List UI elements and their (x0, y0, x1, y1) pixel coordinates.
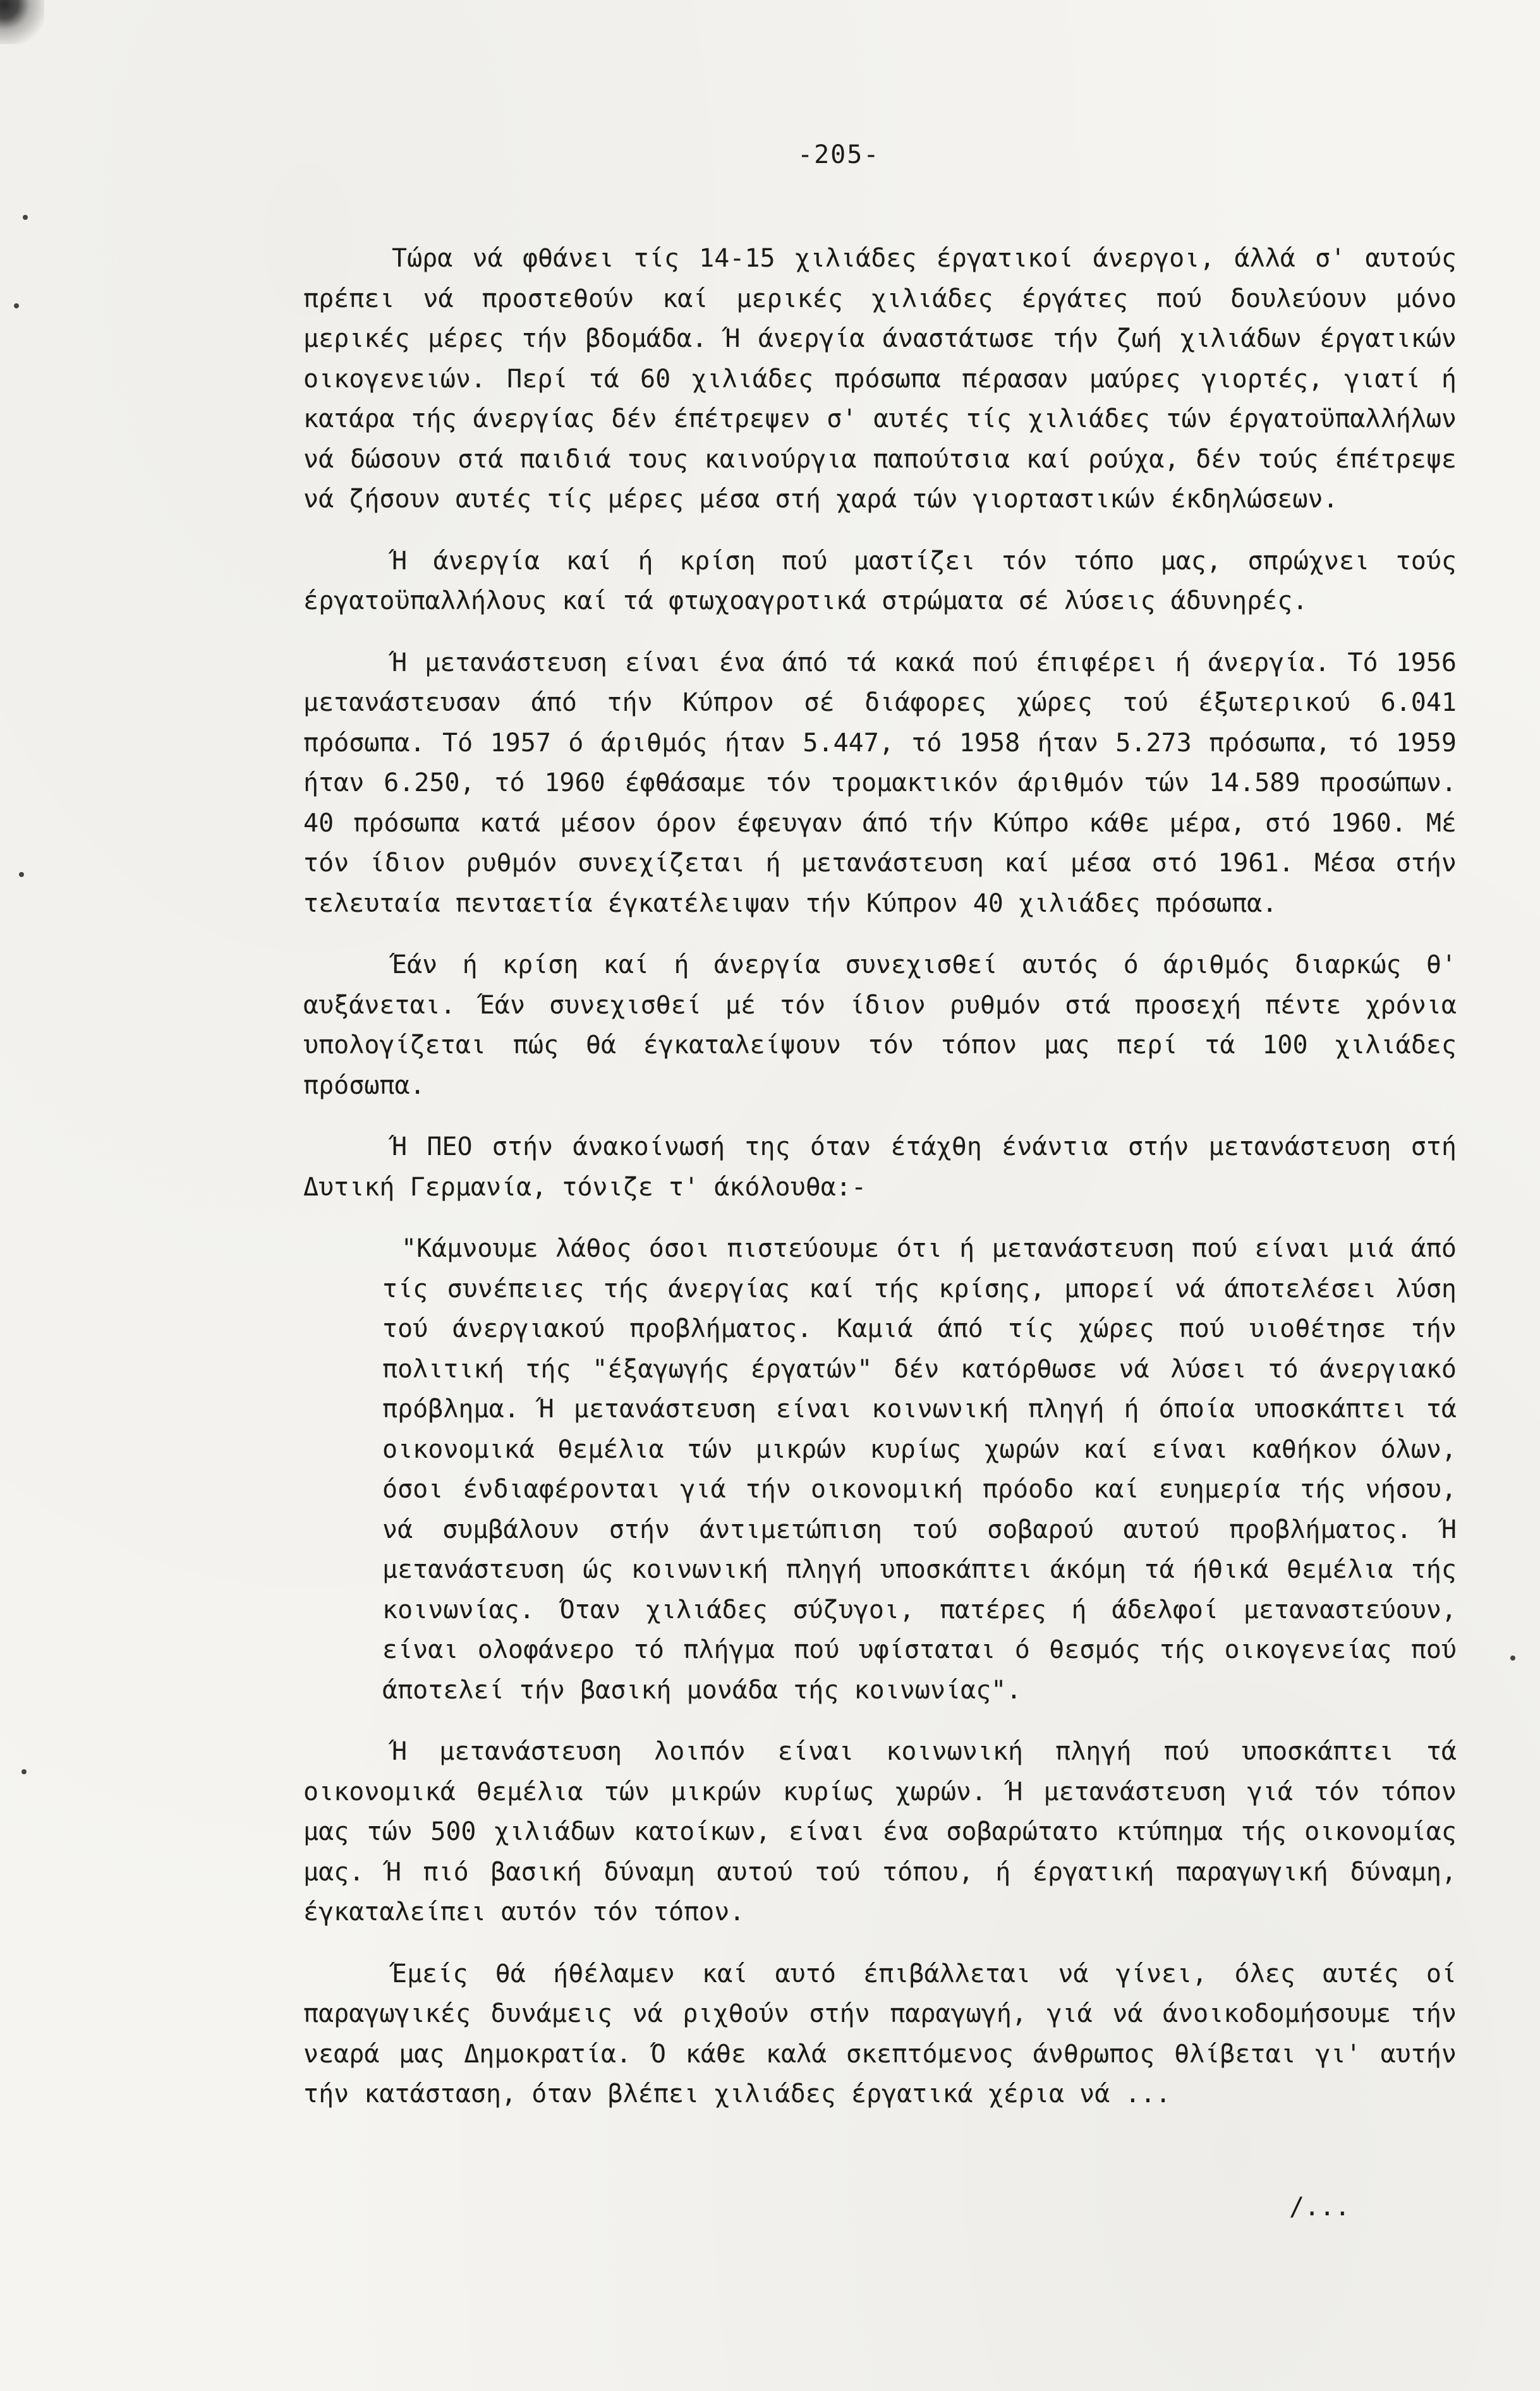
paragraph-unemployment: Τώρα νά φθάνει τίς 14-15 χιλιάδες έργατικοί άνεργοι, άλλά σ' αυτούς πρέπει νά προστεθούν καί μερικές χιλιάδες έργάτες πού δουλεύουν μόνο μερικές μέρες τήν βδομάδα. Ή άνεργία άναστάτωσε τήν ζωή χιλιάδων έργατικών οικογενειών. Περί τά 60 χιλιάδες πρόσωπα πέρασαν μαύρες γιορτές, γιατί ή κατάρα τής άνεργίας δέν έπέτρεψεν σ' αυτές τίς χιλιάδες τών έργατοϋπαλλήλων νά δώσουν στά παιδιά τους καινούργια παπούτσια καί ρούχα, δέν τούς έπέτρεψε νά ζήσουν αυτές τίς μέρες μέσα στή χαρά τών γιορταστικών έκδηλώσεων. (303, 244, 1457, 514)
scan-speck (14, 303, 19, 308)
paragraph-conclusion: Έμείς θά ήθέλαμεν καί αυτό έπιβάλλεται νά γίνει, όλες αυτές οί παραγωγικές δυνάμεις νά ριχθούν στήν παραγωγή, γιά νά άνοικοδομήσουμε τήν νεαρά μας Δημοκρατία. Ό κάθε καλά σκεπτόμενος άνθρωπος θλίβεται γι' αυτήν τήν κατάσταση, όταν βλέπει χιλιάδες έργατικά χέρια νά ... (303, 1959, 1457, 2109)
continuation-marker: /... (1289, 2193, 1350, 2222)
paragraph-crisis: Ή άνεργία καί ή κρίση πού μαστίζει τόν τόπο μας, σπρώχνει τούς έργατοϋπαλλήλους καί τά φτωχοαγροτικά στρώματα σέ λύσεις άδυνηρές. (303, 546, 1457, 615)
scan-speck (1510, 1656, 1515, 1661)
paragraph-peo-statement-intro: Ή ΠΕΟ στήν άνακοίνωσή της όταν έτάχθη ένάντια στήν μετανάστευση στή Δυτική Γερμανία, τόνιζε τ' άκόλουθα:- (303, 1132, 1457, 1202)
page-number: -205- (797, 140, 880, 169)
paragraph-emigration-figures: Ή μετανάστευση είναι ένα άπό τά κακά πού έπιφέρει ή άνεργία. Τό 1956 μετανάστευσαν άπό τήν Κύπρον σέ διάφορες χώρες τού έξωτερικού 6.041 πρόσωπα. Τό 1957 ό άριθμός ήταν 5.447, τό 1958 ήταν 5.273 πρόσωπα, τό 1959 ήταν 6.250, τό 1960 έφθάσαμε τόν τρομακτικόν άριθμόν τών 14.589 προσώπων. 40 πρόσωπα κατά μέσον όρον έφευγαν άπό τήν Κύπρο κάθε μέρα, στό 1960. Μέ τόν ίδιον ρυθμόν συνεχίζεται ή μετανάστευση καί μέσα στό 1961. Μέσα στήν τελευταία πενταετία έγκατέλειψαν τήν Κύπρον 40 χιλιάδες πρόσωπα. (303, 648, 1457, 918)
scan-speck (23, 215, 28, 220)
scan-speck (19, 872, 24, 877)
scan-speck (21, 1769, 27, 1774)
scan-corner-smudge (0, 0, 44, 44)
paragraph-social-wound: Ή μετανάστευση λοιπόν είναι κοινωνική πληγή πού υποσκάπτει τά οικονομικά θεμέλια τών μικρών κυρίως χωρών. Ή μετανάστευση γιά τόν τόπον μας τών 500 χιλιάδων κατοίκων, είναι ένα σοβαρώτατο κτύπημα τής οικονομίας μας. Ή πιό βασική δύναμη αυτού τού τόπου, ή έργατική παραγωγική δύναμη, έγκαταλείπει αυτόν τόν τόπον. (303, 1737, 1457, 1927)
paragraph-peo-quote: "Κάμνουμε λάθος όσοι πιστεύουμε ότι ή μετανάστευση πού είναι μιά άπό τίς συνέπειες τής άνεργίας καί τής κρίσης, μπορεί νά άποτελέσει λύση τού άνεργιακού προβλήματος. Καμιά άπό τίς χώρες πού υιοθέτησε τήν πολιτική τής "έξαγωγής έργατών" δέν κατόρθωσε νά λύσει τό άνεργιακό πρόβλημα. Ή μετανάστευση είναι κοινωνική πληγή ή όποία υποσκάπτει τά οικονομικά θεμέλια τών μικρών κυρίως χωρών καί είναι καθήκον όλων, όσοι ένδιαφέρονται γιά τήν οικονομική πρόοδο καί ευημερία τής νήσου, νά συμβάλουν στήν άντιμετώπιση τού σοβαρού αυτού προβλήματος. Ή μετανάστευση ώς κοινωνική πληγή υποσκάπτει άκόμη τά ήθικά θεμέλια τής κοινωνίας. Όταν χιλιάδες σύζυγοι, πατέρες ή άδελφοί μεταναστεύουν, είναι ολοφάνερο τό πλήγμα πού υφίσταται ό θεσμός τής οικογενείας πού άποτελεί τήν βασική μονάδα τής κοινωνίας". (382, 1234, 1457, 1705)
document-body (303, 239, 1457, 2115)
paragraph-emigration-projection: Έάν ή κρίση καί ή άνεργία συνεχισθεί αυτός ό άριθμός διαρκώς θ' αυξάνεται. Έάν συνεχισθεί μέ τόν ίδιον ρυθμόν στά προσεχή πέντε χρόνια υπολογίζεται πώς θά έγκαταλείψουν τόν τόπον μας περί τά 100 χιλιάδες πρόσωπα. (303, 950, 1457, 1100)
